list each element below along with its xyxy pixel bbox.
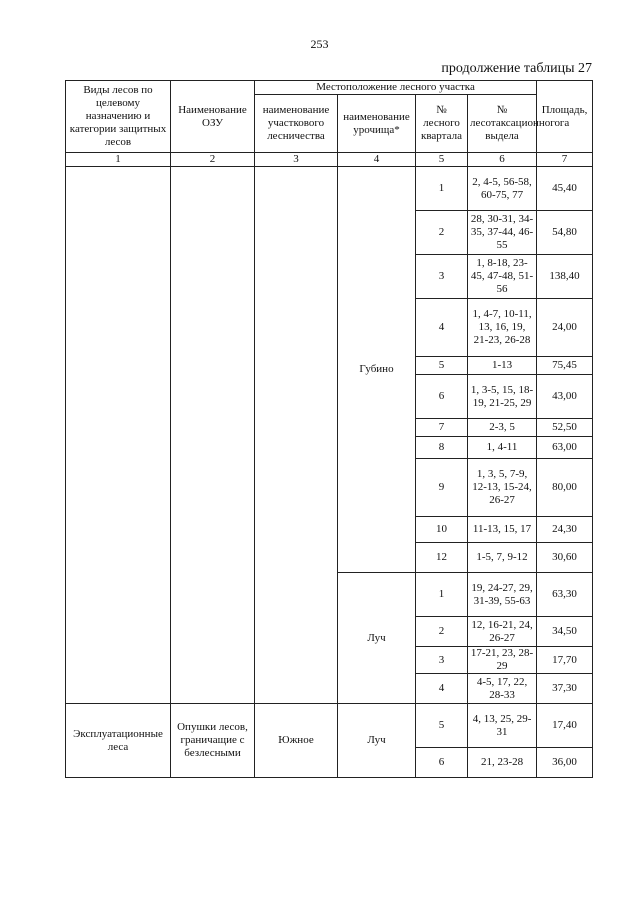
vydel-cell: 1-13 [468,357,537,375]
table-row [66,704,593,748]
kvartal-cell: 5 [416,357,468,375]
area-cell: 52,50 [537,419,593,437]
area-cell: 36,00 [537,748,593,778]
kvartal-cell: 10 [416,517,468,543]
kvartal-cell: 6 [416,748,468,778]
area-cell: 63,00 [537,437,593,459]
forest-type-cell [66,167,171,704]
vydel-cell: 2, 4-5, 56-58, 60-75, 77 [468,167,537,211]
kvartal-cell: 8 [416,437,468,459]
vydel-cell: 11-13, 15, 17 [468,517,537,543]
table-continuation-caption: продолжение таблицы 27 [441,61,592,76]
header-ozu-name: Наименование ОЗУ [171,81,255,153]
area-cell: 43,00 [537,375,593,419]
area-cell: 75,45 [537,357,593,375]
vydel-cell: 1, 3, 5, 7-9, 12-13, 15-24, 26-27 [468,459,537,517]
header-kvartal-number: № лесного квартала [416,95,468,153]
kvartal-cell: 3 [416,647,468,674]
kvartal-cell: 5 [416,704,468,748]
tract-name-cell: Луч [338,704,416,778]
kvartal-cell: 2 [416,617,468,647]
header-area: Площадь, га [537,81,593,153]
area-cell: 37,30 [537,674,593,704]
area-cell: 17,70 [537,647,593,674]
kvartal-cell: 1 [416,573,468,617]
kvartal-cell: 9 [416,459,468,517]
area-cell: 24,30 [537,517,593,543]
kvartal-cell: 4 [416,299,468,357]
kvartal-cell: 1 [416,167,468,211]
area-cell: 45,40 [537,167,593,211]
area-cell: 63,30 [537,573,593,617]
area-cell: 24,00 [537,299,593,357]
ozu-name-cell [171,167,255,704]
area-cell: 17,40 [537,704,593,748]
ozu-name-cell: Опушки лесов, граничащие с безлесными [171,704,255,778]
vydel-cell: 1, 3-5, 15, 18-19, 21-25, 29 [468,375,537,419]
area-cell: 30,60 [537,543,593,573]
vydel-cell: 1, 8-18, 23-45, 47-48, 51-56 [468,255,537,299]
district-cell [255,167,338,704]
vydel-cell: 4, 13, 25, 29-31 [468,704,537,748]
vydel-cell: 1-5, 7, 9-12 [468,543,537,573]
forest-plots-table [65,80,593,778]
tract-name-cell: Луч [338,573,416,704]
page-number: 253 [310,37,329,51]
kvartal-cell: 6 [416,375,468,419]
header-forest-type: Виды лесов по целевому назначению и категории защитных лесов [66,81,171,153]
vydel-cell: 1, 4-7, 10-11, 13, 16, 19, 21-23, 26-28 [468,299,537,357]
table-row [66,167,593,211]
vydel-cell: 2-3, 5 [468,419,537,437]
vydel-cell: 28, 30-31, 34-35, 37-44, 46-55 [468,211,537,255]
header-vydel-number: № лесотаксационного выдела [468,95,537,153]
vydel-cell: 21, 23-28 [468,748,537,778]
vydel-cell: 4-5, 17, 22, 28-33 [468,674,537,704]
kvartal-cell: 7 [416,419,468,437]
header-location-group: Местоположение лесного участка [255,81,537,95]
district-cell: Южное [255,704,338,778]
column-number: 5 [416,153,468,167]
vydel-cell: 1, 4-11 [468,437,537,459]
area-cell: 138,40 [537,255,593,299]
column-number: 4 [338,153,416,167]
column-number: 6 [468,153,537,167]
column-number: 3 [255,153,338,167]
kvartal-cell: 3 [416,255,468,299]
area-cell: 54,80 [537,211,593,255]
forest-type-cell: Эксплуатационные леса [66,704,171,778]
area-cell: 80,00 [537,459,593,517]
header-district-name: наименование участкового лесничества [255,95,338,153]
vydel-cell: 12, 16-21, 24, 26-27 [468,617,537,647]
kvartal-cell: 4 [416,674,468,704]
column-number: 7 [537,153,593,167]
tract-name-cell: Губино [338,167,416,573]
kvartal-cell: 2 [416,211,468,255]
vydel-cell: 17-21, 23, 28-29 [468,647,537,674]
column-number: 1 [66,153,171,167]
vydel-cell: 19, 24-27, 29, 31-39, 55-63 [468,573,537,617]
area-cell: 34,50 [537,617,593,647]
kvartal-cell: 12 [416,543,468,573]
column-number: 2 [171,153,255,167]
header-tract-name: наименование урочища* [338,95,416,153]
